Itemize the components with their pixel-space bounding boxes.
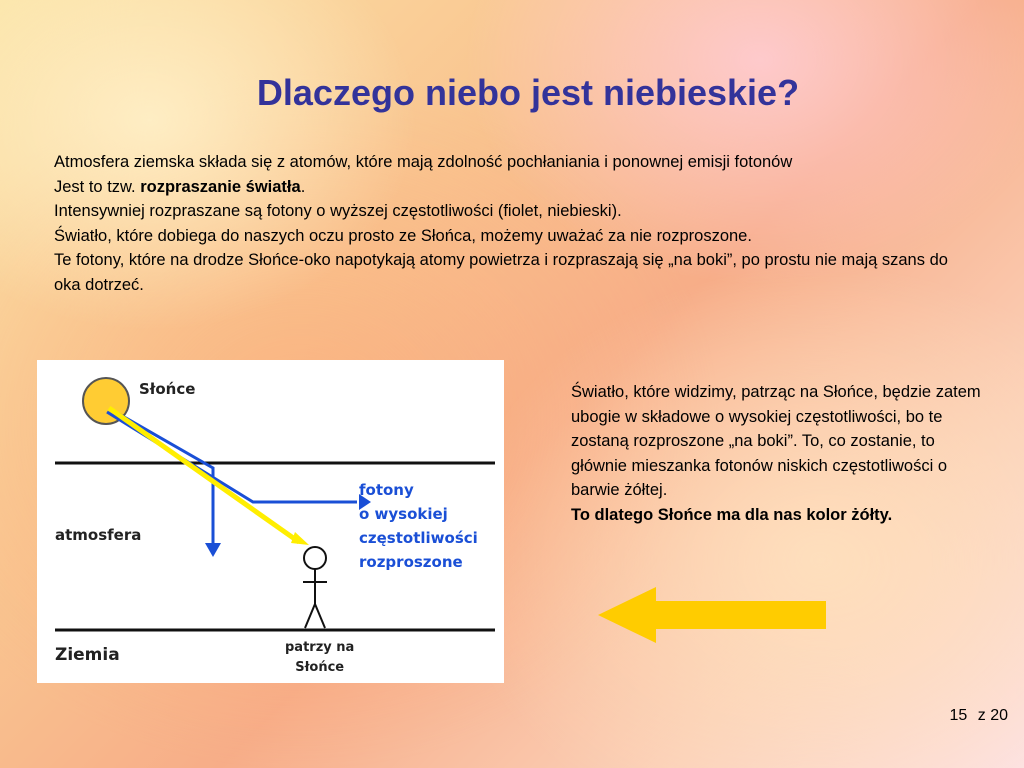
intro-line-4: Światło, które dobiega do naszych oczu prosto ze Słońca, możemy uważać za nie rozproszone. xyxy=(54,226,752,245)
slide-title: Dlaczego niebo jest niebieskie? xyxy=(256,72,800,113)
atmosphere-label: atmosfera xyxy=(55,526,142,544)
observer-head-icon xyxy=(304,547,326,569)
page-total: z 20 xyxy=(977,707,1008,724)
observer-label-line-1: patrzy na xyxy=(285,640,355,655)
left-arrow-icon xyxy=(598,587,830,643)
intro-line-2-prefix: Jest to tzw. xyxy=(54,177,141,196)
intro-line-3: Intensywniej rozpraszane są fotony o wyższej częstotliwości (fiolet, niebieski). xyxy=(54,202,622,220)
observer-leg-left xyxy=(305,604,315,628)
intro-line-2 xyxy=(54,175,974,200)
intro-text xyxy=(54,150,974,297)
scattered-label-line-1: fotony xyxy=(359,481,414,499)
direct-ray xyxy=(109,408,299,542)
scattered-photons-label xyxy=(359,478,478,574)
page-current: 15 xyxy=(949,707,968,724)
scattered-ray-down xyxy=(112,410,213,543)
observer-leg-right xyxy=(315,604,325,628)
earth-label: Ziemia xyxy=(55,645,120,665)
explanation-body: Światło, które widzimy, patrząc na Słońce, będzie zatem ubogie w składowe o wysokiej częstotliwości, bo te zostaną rozproszone „na boki”. To, co zostanie, to głównie mieszanka fotonów niskich częstotliwości o barwie żółtej. xyxy=(571,383,981,499)
page-number xyxy=(950,707,1009,725)
scattering-diagram xyxy=(37,360,504,683)
observer-label xyxy=(285,638,354,678)
scattered-label-line-3: częstotliwości xyxy=(359,529,478,547)
direct-arrowhead xyxy=(291,532,309,545)
sun-label: Słońce xyxy=(139,380,196,398)
observer-label-line-2: Słońce xyxy=(295,660,345,675)
explanation-conclusion xyxy=(571,503,991,528)
intro-term-bold: rozpraszanie światła xyxy=(140,177,301,196)
intro-line-5: Te fotony, które na drodze Słońce-oko napotykają atomy powietrza i rozpraszają się „na boki”, po prostu nie mają szans do oka dotrzeć. xyxy=(54,251,948,294)
scattered-arrowhead-down xyxy=(205,543,221,557)
explanation-text xyxy=(571,380,991,527)
scattered-label-line-2: o wysokiej xyxy=(359,505,448,523)
intro-line-2-suffix: . xyxy=(300,177,306,196)
intro-line-1: Atmosfera ziemska składa się z atomów, które mają zdolność pochłaniania i ponownej emisji fotonów xyxy=(54,153,793,171)
scattered-ray xyxy=(107,412,357,502)
explanation-conclusion-bold: To dlatego Słońce ma dla nas kolor żółty. xyxy=(571,505,893,524)
scattered-label-line-4: rozproszone xyxy=(359,553,463,571)
